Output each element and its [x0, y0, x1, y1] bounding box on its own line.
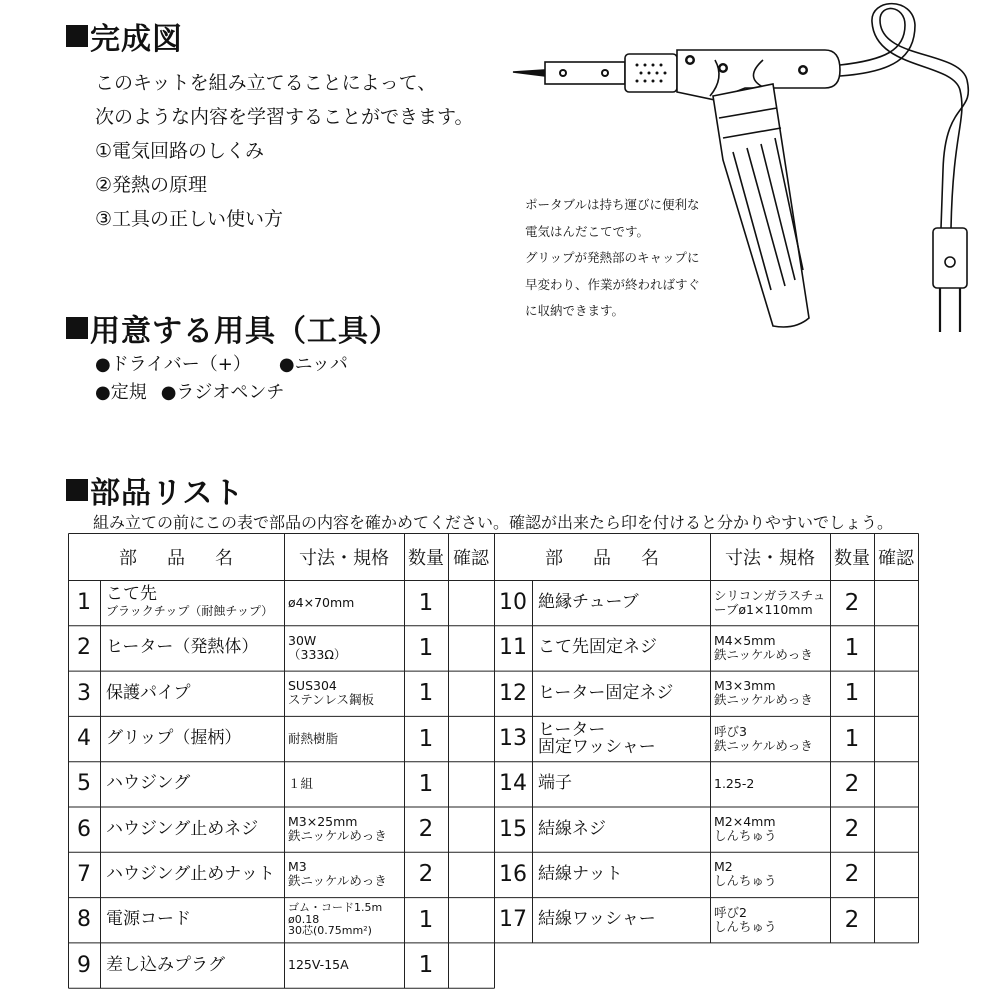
- part-number: 6: [77, 816, 91, 842]
- part-number: 3: [77, 680, 91, 706]
- part-name: [100, 580, 284, 625]
- header-check: 確認: [453, 547, 489, 569]
- part-number: 14: [499, 771, 527, 797]
- part-name: 電源コード: [106, 909, 191, 930]
- part-spec: 1.25-2: [714, 775, 755, 791]
- part-qty: 2: [844, 816, 860, 843]
- intro-line: 次のような内容を学習することができます。: [95, 106, 474, 128]
- part-qty: 2: [844, 861, 860, 888]
- part-number: 5: [77, 771, 91, 797]
- part-qty: 2: [844, 770, 860, 797]
- heading-parts: 部品リスト: [66, 468, 244, 512]
- part-name: 保護パイプ: [106, 682, 191, 703]
- tool-item: ●ラジオペンチ: [160, 382, 285, 403]
- part-spec: ø4×70mm: [288, 594, 355, 610]
- tool-item: ●ドライバー（+）: [95, 354, 251, 375]
- part-spec: M3 鉄ニッケルめっき: [288, 859, 387, 889]
- part-name-main: こて先: [106, 583, 157, 604]
- part-check-box[interactable]: [874, 625, 918, 670]
- part-number: 12: [499, 680, 527, 706]
- part-number: 4: [77, 726, 91, 752]
- tool-item: ●定規: [95, 382, 147, 403]
- part-name: 結線ネジ: [538, 818, 606, 839]
- intro-text: [95, 66, 473, 236]
- part-qty: 2: [844, 906, 860, 933]
- part-number: 2: [77, 635, 91, 661]
- part-name: こて先固定ネジ: [538, 637, 657, 658]
- part-qty: 1: [418, 634, 434, 661]
- part-check-box[interactable]: [448, 761, 494, 806]
- part-qty: 1: [844, 634, 860, 661]
- tool-item: ●ニッパ: [278, 354, 348, 375]
- part-qty: 1: [418, 725, 434, 752]
- part-qty: 1: [418, 680, 434, 707]
- header-name: 部品名: [545, 547, 689, 569]
- part-qty: 1: [418, 906, 434, 933]
- part-check-box[interactable]: [874, 716, 918, 761]
- part-number: 15: [499, 816, 527, 842]
- intro-item: ③工具の正しい使い方: [95, 208, 284, 230]
- part-check-box[interactable]: [448, 625, 494, 670]
- part-name: ヒーター固定ネジ: [538, 682, 674, 703]
- part-name: ハウジング止めナット: [106, 863, 275, 884]
- part-check-box[interactable]: [448, 580, 494, 625]
- part-check-box[interactable]: [448, 942, 494, 987]
- header-name: 部品名: [119, 547, 263, 569]
- part-check-box[interactable]: [448, 716, 494, 761]
- part-name: ハウジング止めネジ: [106, 818, 259, 839]
- part-spec: ゴム・コード1.5m ø0.18 30芯(0.75mm²): [288, 901, 383, 938]
- part-qty: 2: [844, 589, 860, 616]
- part-check-box[interactable]: [448, 807, 494, 852]
- tools-row: [95, 350, 348, 376]
- part-qty: 1: [844, 725, 860, 752]
- part-check-box[interactable]: [874, 807, 918, 852]
- part-number: 13: [499, 726, 527, 752]
- part-number: 17: [499, 907, 527, 933]
- intro-line: このキットを組み立てることによって、: [95, 72, 437, 94]
- part-spec: シリコンガラスチュ ーブø1×110mm: [714, 587, 826, 617]
- part-qty: 1: [418, 952, 434, 979]
- heading-completed: 完成図: [66, 14, 183, 58]
- part-qty: 2: [418, 861, 434, 888]
- header-spec: 寸法・規格: [725, 547, 815, 569]
- part-check-box[interactable]: [874, 580, 918, 625]
- part-number: 9: [77, 952, 91, 978]
- part-number: 8: [77, 907, 91, 933]
- part-number: 11: [499, 635, 527, 661]
- part-check-box[interactable]: [448, 897, 494, 942]
- intro-item: ①電気回路のしくみ: [95, 140, 265, 162]
- part-spec: １組: [288, 775, 314, 791]
- part-qty: 2: [418, 816, 434, 843]
- part-check-box[interactable]: [874, 761, 918, 806]
- part-spec: 125V-15A: [288, 957, 349, 973]
- part-qty: 1: [418, 589, 434, 616]
- header-spec: 寸法・規格: [299, 547, 389, 569]
- part-number: 1: [77, 590, 91, 616]
- part-spec: 呼び2 しんちゅう: [714, 904, 777, 934]
- part-name: 結線ワッシャー: [538, 909, 656, 930]
- tools-row: [95, 378, 284, 404]
- note-line: ポータブルは持ち運びに便利な: [525, 197, 700, 212]
- note-line: グリップが発熱部のキャップに: [525, 250, 700, 265]
- part-name-sub: ブラックチップ（耐蝕チップ）: [106, 603, 274, 618]
- header-qty: 数量: [408, 547, 444, 569]
- heading-tools: 用意する用具（工具）: [66, 306, 400, 350]
- part-name: 絶縁チューブ: [538, 592, 639, 613]
- part-name: 端子: [538, 773, 572, 794]
- parts-subtitle: 組み立ての前にこの表で部品の内容を確かめてください。確認が出来たら印を付けると分かりやすいでしょう。: [93, 513, 894, 532]
- part-name: グリップ（握柄）: [106, 728, 242, 749]
- part-name: 結線ナット: [538, 863, 623, 884]
- part-number: 7: [77, 861, 91, 887]
- part-name: ヒーター（発熱体）: [106, 637, 259, 658]
- part-spec: M3×25mm 鉄ニッケルめっき: [288, 814, 387, 844]
- header-qty: 数量: [834, 547, 870, 569]
- part-check-box[interactable]: [448, 671, 494, 716]
- illustration-note: [525, 192, 700, 325]
- part-spec: M3×3mm 鉄ニッケルめっき: [714, 678, 813, 708]
- part-check-box[interactable]: [874, 671, 918, 716]
- part-spec: 30W （333Ω）: [288, 632, 347, 662]
- part-spec: 呼び3 鉄ニッケルめっき: [714, 723, 813, 753]
- part-check-box[interactable]: [874, 897, 918, 942]
- note-line: に収納できます。: [525, 303, 625, 318]
- part-spec: 耐熱樹脂: [288, 730, 339, 746]
- note-line: 電気はんだこてです。: [525, 223, 650, 239]
- part-check-box[interactable]: [448, 852, 494, 897]
- part-spec: M2×4mm しんちゅう: [714, 814, 777, 844]
- part-spec: M2 しんちゅう: [714, 859, 777, 889]
- part-number: 10: [499, 590, 527, 616]
- part-name: 差し込みプラグ: [106, 954, 225, 975]
- part-name: ハウジング: [106, 773, 191, 794]
- part-check-box[interactable]: [874, 852, 918, 897]
- part-qty: 1: [418, 770, 434, 797]
- part-number: 16: [499, 861, 527, 887]
- part-spec: M4×5mm 鉄ニッケルめっき: [714, 632, 813, 662]
- note-line: 早変わり、作業が終わればすぐ: [525, 276, 701, 292]
- part-spec: SUS304 ステンレス鋼板: [288, 678, 374, 708]
- intro-item: ②発熱の原理: [95, 174, 208, 196]
- part-qty: 1: [844, 680, 860, 707]
- part-name: ヒーター 固定ワッシャー: [538, 719, 656, 757]
- header-check: 確認: [878, 547, 914, 569]
